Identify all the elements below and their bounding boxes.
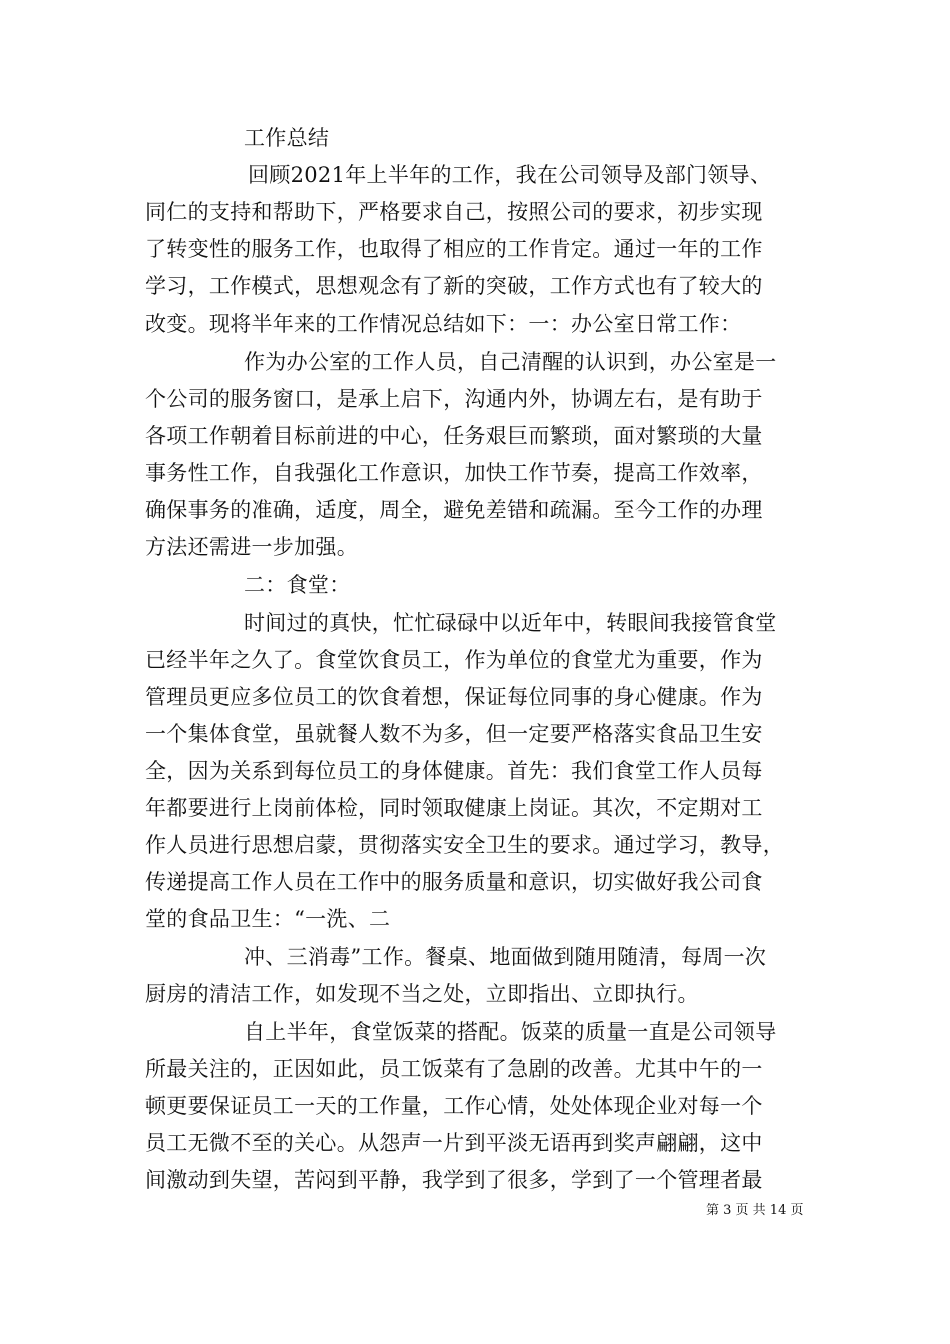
paragraph-line: 回顾2021年上半年的工作，我在公司领导及部门领导、 xyxy=(248,163,772,187)
paragraph-line: 间激动到失望，苦闷到平静，我学到了很多，学到了一个管理者最 xyxy=(145,1168,763,1192)
paragraph-line: 同仁的支持和帮助下，严格要求自己，按照公司的要求，初步实现 xyxy=(145,200,763,224)
paragraph-line: 已经半年之久了。食堂饮食员工，作为单位的食堂尤为重要，作为 xyxy=(145,648,763,672)
paragraph-line: 个公司的服务窗口，是承上启下，沟通内外，协调左右，是有助于 xyxy=(145,387,763,411)
paragraph-line: 一个集体食堂，虽就餐人数不为多，但一定要严格落实食品卫生安 xyxy=(145,722,763,746)
paragraph-line: 改变。现将半年来的工作情况总结如下：一：办公室日常工作： xyxy=(145,312,742,336)
paragraph-line: 全，因为关系到每位员工的身体健康。首先：我们食堂工作人员每 xyxy=(145,759,763,783)
paragraph-line: 顿更要保证员工一天的工作量，工作心情，处处体现企业对每一个 xyxy=(145,1094,763,1118)
paragraph-line: 自上半年，食堂饭菜的搭配。饭菜的质量一直是公司领导 xyxy=(244,1020,777,1044)
paragraph-line: 厨房的清洁工作，如发现不当之处，立即指出、立即执行。 xyxy=(145,982,699,1006)
paragraph-line: 作人员进行思想启蒙，贯彻落实安全卫生的要求。通过学习，教导， xyxy=(145,833,784,857)
paragraph-line: 了转变性的服务工作，也取得了相应的工作肯定。通过一年的工作 xyxy=(145,237,763,261)
paragraph-line: 时间过的真快，忙忙碌碌中以近年中，转眼间我接管食堂 xyxy=(244,611,777,635)
page-number: 第 3 页 共 14 页 xyxy=(706,1203,804,1218)
paragraph-line: 冲、三消毒”工作。餐桌、地面做到随用随清，每周一次 xyxy=(244,945,767,969)
paragraph-line: 事务性工作，自我强化工作意识，加快工作节奏，提高工作效率， xyxy=(145,461,763,485)
paragraph-line: 各项工作朝着目标前进的中心，任务艰巨而繁琐，面对繁琐的大量 xyxy=(145,424,763,448)
section-heading: 二：食堂： xyxy=(244,573,351,597)
paragraph-line: 传递提高工作人员在工作中的服务质量和意识，切实做好我公司食 xyxy=(145,870,763,894)
paragraph-line: 堂的食品卫生：“一洗、二 xyxy=(145,907,391,931)
paragraph-line: 方法还需进一步加强。 xyxy=(145,535,358,559)
paragraph-line: 所最关注的，正因如此，员工饭菜有了急剧的改善。尤其中午的一 xyxy=(145,1057,763,1081)
paragraph-line: 员工无微不至的关心。从怨声一片到平淡无语再到奖声翩翩，这中 xyxy=(145,1131,763,1155)
paragraph-line: 学习，工作模式，思想观念有了新的突破，工作方式也有了较大的 xyxy=(145,274,763,298)
paragraph-line: 年都要进行上岗前体检，同时领取健康上岗证。其次，不定期对工 xyxy=(145,796,763,820)
paragraph-line: 确保事务的准确，适度，周全，避免差错和疏漏。至今工作的办理 xyxy=(145,498,763,522)
paragraph-line: 管理员更应多位员工的饮食着想，保证每位同事的身心健康。作为 xyxy=(145,685,763,709)
paragraph-line: 作为办公室的工作人员，自己清醒的认识到，办公室是一 xyxy=(244,350,777,374)
document-title: 工作总结 xyxy=(244,126,330,150)
